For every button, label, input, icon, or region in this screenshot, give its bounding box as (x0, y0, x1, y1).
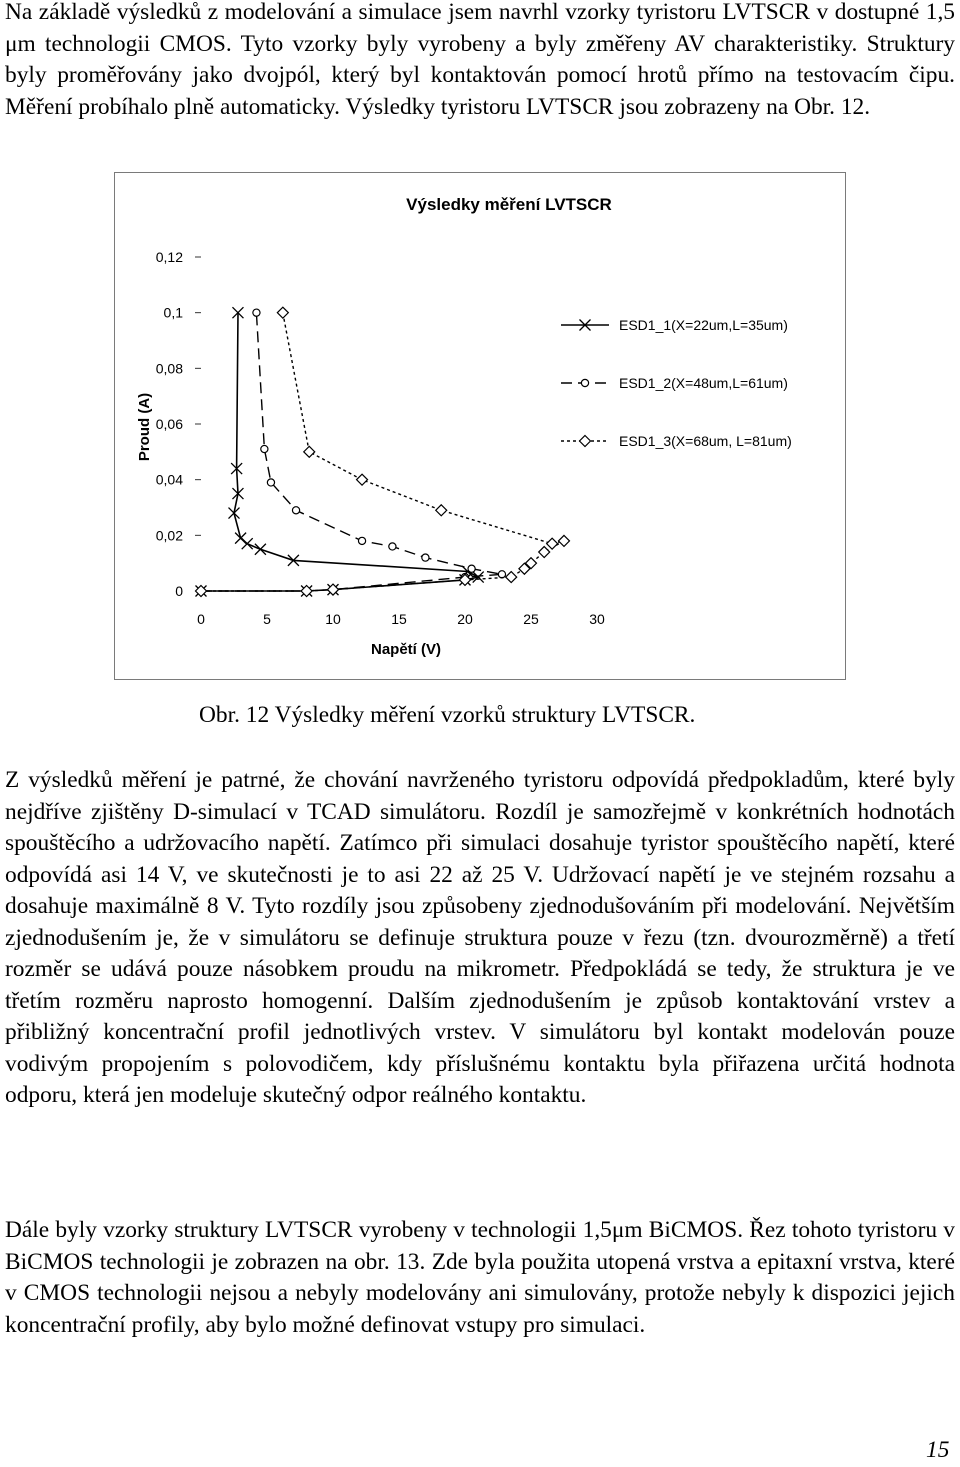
page-number: 15 (926, 1437, 950, 1463)
data-point (506, 572, 517, 583)
data-point (422, 554, 429, 561)
legend-entry (561, 317, 788, 333)
series-3 (196, 307, 570, 596)
x-tick-label: 25 (523, 611, 539, 627)
data-point (267, 479, 274, 486)
figure-caption: Obr. 12 Výsledky měření vzorků struktury LVTSCR. (199, 702, 696, 728)
data-point (255, 544, 266, 555)
data-point (547, 538, 558, 549)
y-tick-label: 0,02 (155, 527, 183, 544)
data-point (498, 571, 505, 578)
x-tick-label: 15 (391, 611, 407, 627)
y-tick-label: 0 (175, 583, 183, 599)
data-point (559, 535, 570, 546)
y-tick-label: 0,06 (155, 416, 183, 432)
intro-paragraph: Na základě výsledků z modelování a simulace jsem navrhl vzorky tyristoru LVTSCR v dostupné 1,5 μm technologii CMOS. Tyto vzorky byly vyrobeny a byly změřeny AV charakteristiky. Struktury byly proměřovány jako dvojpól, který byl kontaktován pomocí hrotů přímo na testovacím čipu. Měření probíhalo plně automaticky. Výsledky tyristoru LVTSCR jsou zobrazeny na Obr. 12. (5, 0, 955, 120)
data-point (292, 507, 299, 514)
legend-marker (580, 436, 591, 447)
data-point (468, 565, 475, 572)
data-point (277, 307, 288, 318)
y-tick-label: 0,1 (163, 304, 183, 321)
series-line (201, 313, 564, 591)
data-point (389, 543, 396, 550)
x-tick-label: 10 (325, 611, 341, 627)
data-point (358, 537, 365, 544)
y-axis-label: Proud (A) (136, 392, 153, 462)
data-point (235, 533, 246, 544)
series-2 (197, 309, 505, 595)
series-line (201, 313, 478, 591)
chart-title: Výsledky měření LVTSCR (406, 195, 612, 214)
x-tick-label: 30 (589, 611, 605, 627)
chart-axes (156, 249, 605, 627)
data-point (261, 445, 268, 452)
chart-svg (115, 173, 845, 679)
data-point (253, 309, 260, 316)
legend-label: ESD1_3(X=68um, L=81um) (619, 433, 792, 449)
data-point (539, 547, 550, 558)
y-tick-label: 0,08 (155, 360, 183, 377)
data-point (357, 474, 368, 485)
result-paragraph: Z výsledků měření je patrné, že chování navrženého tyristoru odpovídá předpokladům, které byly nejdříve zjištěny D-simulací v TCAD simulátoru. Rozdíl je samozřejmě v konkrétních hodnotách spouštěcího a udržovacího napětí. Zatímco při simulaci dosahuje tyristor spouštěcího napětí, které odpovídá asi 14 V, ve skutečnosti je to asi 22 až 25 V. Udržovací napětí je ve stejném rozsahu a dosahuje maximálně 8 V. Tyto rozdíly jsou způsobeny zjednodušováním při modelování. Největším zjednodušením je, že v simulátoru se definuje struktura pouze v řezu (tzn. dvourozměrně) a třetí rozměr se udává pouze násobkem proudu na mikrometr. Předpokládá se tedy, že struktura je ve třetím rozměru naprosto homogenní. Dalším zjednodušením je způsob kontaktování vrstev a přibližný koncentrační profil jednotlivých vrstev. V simulátoru byl kontakt modelován pouze vodivým propojením s polovodičem, kdy příslušnému kontaktu byla přiřazena určitá hodnota odporu, která jen modeluje skutečný odpor reálného kontaktu. (5, 767, 955, 1108)
legend-entry (561, 375, 788, 391)
series-1 (196, 307, 484, 596)
bicmos-paragraph: Dále byly vzorky struktury LVTSCR vyrobeny v technologii 1,5μm BiCMOS. Řez tohoto tyristoru v BiCMOS technologii je zobrazen na obr. 13. Zde byla použita utopená vrstva a epitaxní vrstva, které v CMOS technologii nejsou a nebyly modelovány ani simulovány, protože nebyly k dispozici jejich koncentrační profily, aby bylo možné definovat vstupy pro simulaci. (5, 1217, 955, 1338)
legend-marker (581, 379, 588, 386)
chart-legend (561, 317, 792, 449)
x-axis-label: Napětí (V) (370, 641, 442, 658)
y-tick-label: 0,12 (155, 249, 183, 265)
chart-frame (114, 172, 846, 680)
legend-label: ESD1_2(X=48um,L=61um) (619, 375, 788, 391)
x-tick-label: 20 (457, 611, 473, 627)
data-point (304, 446, 315, 457)
series-line (201, 313, 502, 591)
chart-series (196, 307, 570, 596)
legend-entry (561, 433, 792, 449)
data-point (242, 538, 253, 549)
legend-label: ESD1_1(X=22um,L=35um) (619, 317, 788, 333)
y-tick-label: 0,04 (155, 471, 183, 488)
x-tick-label: 5 (263, 611, 271, 627)
data-point (436, 505, 447, 516)
x-tick-label: 0 (197, 611, 205, 627)
